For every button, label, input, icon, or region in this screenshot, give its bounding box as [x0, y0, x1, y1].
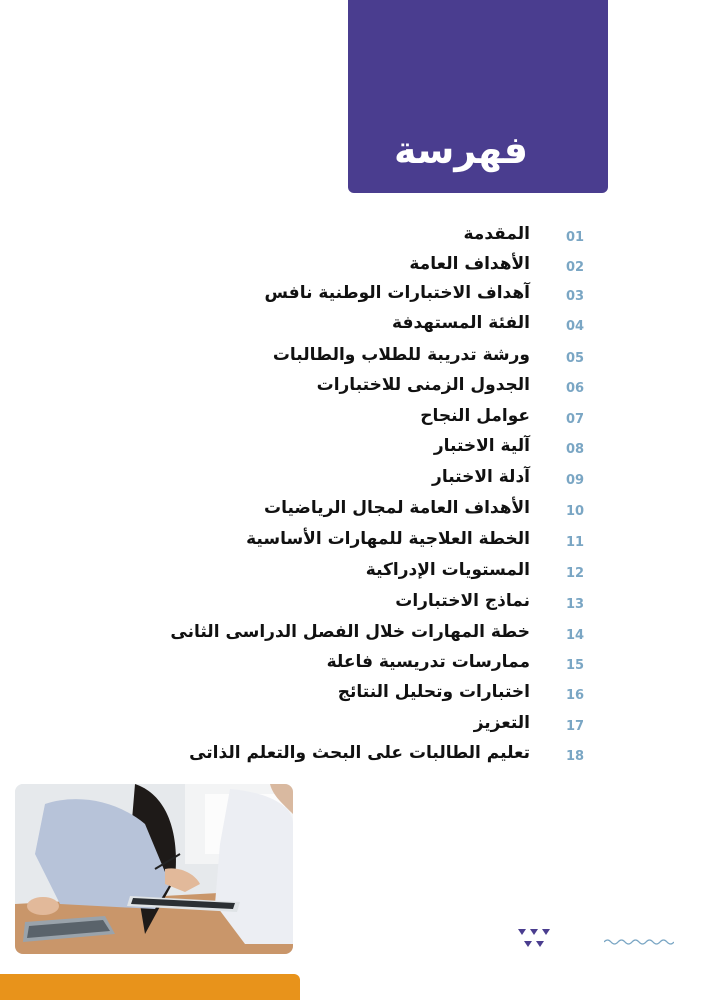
toc-item[interactable]	[0, 254, 706, 284]
toc-item-label: تعليم الطالبات على البحث والتعلم الذاتى	[189, 743, 530, 763]
toc-item-label: ممارسات تدريسية فاعلة	[326, 652, 530, 672]
toc-item[interactable]	[0, 560, 706, 590]
toc-item-label: نماذج الاختبارات	[395, 591, 530, 611]
toc-item-number: 06	[566, 381, 585, 396]
toc-item-label: خطة المهارات خلال الفصل الدراسى الثانى	[170, 622, 530, 642]
toc-item-label: الخطة العلاجية للمهارات الأساسية	[246, 529, 530, 549]
toc-item[interactable]	[0, 743, 706, 773]
toc-item-label: آدلة الاختبار	[432, 467, 530, 487]
toc-item-number: 10	[566, 504, 585, 519]
photo-illustration	[15, 784, 293, 954]
toc-item[interactable]	[0, 375, 706, 405]
toc-item-label: اختبارات وتحليل النتائج	[337, 682, 530, 702]
toc-item[interactable]	[0, 436, 706, 466]
toc-item[interactable]	[0, 313, 706, 343]
toc-item[interactable]	[0, 283, 706, 313]
footer-accent-bar	[0, 974, 300, 1000]
toc-item-number: 15	[566, 658, 585, 673]
toc-item-number: 16	[566, 688, 585, 703]
toc-item-label: الجدول الزمنى للاختبارات	[316, 375, 530, 395]
toc-item-label: آلية الاختبار	[433, 436, 530, 456]
page-title: فهرسة	[393, 128, 528, 172]
toc-item[interactable]	[0, 682, 706, 712]
toc-item-number: 03	[566, 289, 585, 304]
toc-item-number: 18	[566, 749, 585, 764]
toc-item[interactable]	[0, 467, 706, 497]
toc-item-number: 05	[566, 351, 585, 366]
toc-item-label: آهداف الاختبارات الوطنية نافس	[264, 283, 530, 303]
toc-item-number: 13	[566, 597, 585, 612]
wave-decoration-icon	[604, 936, 674, 948]
toc-item-number: 09	[566, 473, 585, 488]
toc-item-number: 17	[566, 719, 585, 734]
toc-item[interactable]	[0, 591, 706, 621]
toc-item-label: الأهداف العامة	[409, 254, 530, 274]
toc-item-label: الأهداف العامة لمجال الرياضيات	[264, 498, 530, 518]
toc-item[interactable]	[0, 406, 706, 436]
toc-item-label: التعزيز	[473, 713, 530, 733]
toc-item[interactable]	[0, 224, 706, 254]
triangles-decoration-icon	[518, 929, 554, 951]
toc-item-number: 11	[566, 535, 585, 550]
toc-item-number: 14	[566, 628, 585, 643]
toc-item-label: المستويات الإدراكية	[365, 560, 530, 580]
toc-item-label: الفئة المستهدفة	[392, 313, 530, 333]
toc-item-label: المقدمة	[463, 224, 530, 244]
toc-item[interactable]	[0, 345, 706, 375]
toc-item[interactable]	[0, 529, 706, 559]
toc-item[interactable]	[0, 713, 706, 743]
toc-item-number: 01	[566, 230, 585, 245]
toc-item-number: 04	[566, 319, 585, 334]
toc-item-number: 07	[566, 412, 585, 427]
toc-item-number: 08	[566, 442, 585, 457]
toc-item-label: ورشة تدريبة للطلاب والطالبات	[272, 345, 530, 365]
toc-item-number: 12	[566, 566, 585, 581]
toc-item[interactable]	[0, 652, 706, 682]
toc-item[interactable]	[0, 498, 706, 528]
toc-item-label: عوامل النجاح	[420, 406, 530, 426]
toc-item-number: 02	[566, 260, 585, 275]
toc-item[interactable]	[0, 622, 706, 652]
people-with-laptop-and-tablet-photo	[15, 784, 293, 954]
